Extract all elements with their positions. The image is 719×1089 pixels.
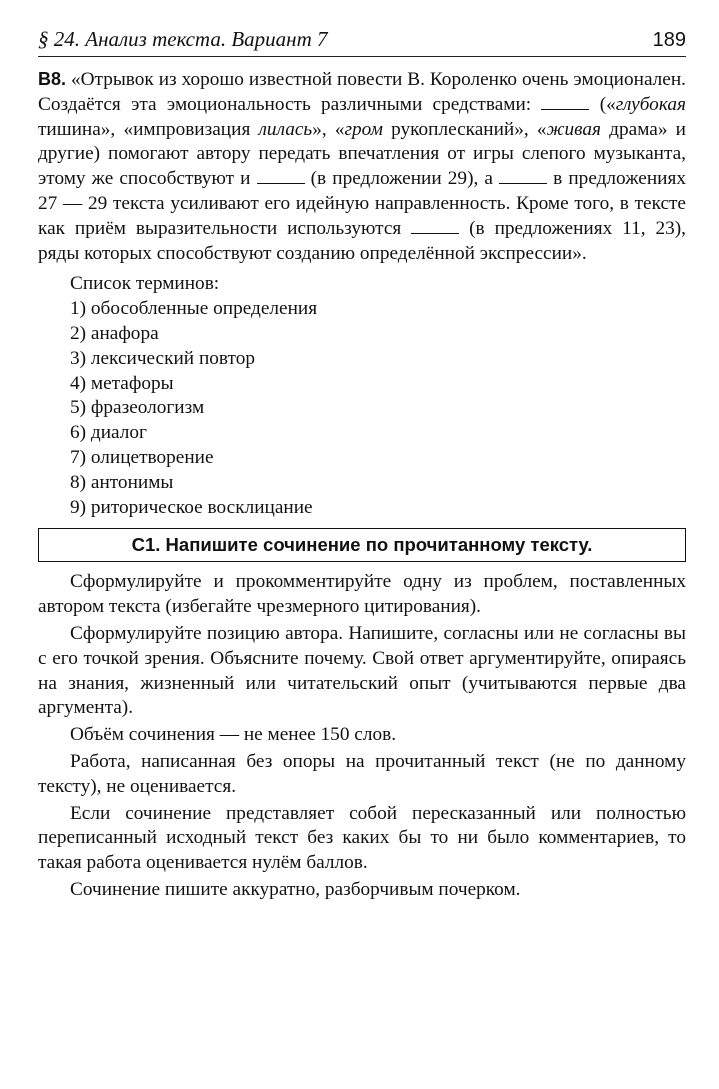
term-item: 6) диалог <box>70 422 147 444</box>
task-b8-emphasis: глубокая <box>615 93 686 115</box>
instruction-paragraph: Объём сочинения — не менее 150 слов. <box>70 724 397 746</box>
task-b8-emphasis: лилась <box>258 118 313 140</box>
answer-blank-3 <box>499 169 547 184</box>
instruction-paragraph: Сочинение пишите аккуратно, разборчивым почерком. <box>70 878 521 900</box>
running-title: § 24. Анализ текста. Вариант 7 <box>38 27 328 51</box>
term-item: 9) риторическое восклицание <box>70 496 313 518</box>
page-header <box>38 26 686 57</box>
instruction-paragraph: Сформулируйте позицию автора. Напишите, согласны или не согласны вы с его точкой зрения. Объясните почему. Свой ответ аргументируйте, опираясь на знания, жизненный или читательский опыт (учитываются первые два аргумента). <box>38 622 686 719</box>
terms-list <box>38 272 686 520</box>
task-b8-emphasis: живая <box>546 118 601 140</box>
task-b8-label: В8. <box>38 69 67 89</box>
term-item: 2) анафора <box>70 322 159 344</box>
term-item: 4) метафоры <box>70 372 174 394</box>
answer-blank-2 <box>257 169 305 184</box>
instruction-paragraph: Если сочинение представляет собой пересказанный или полностью переписанный исходный текст без каких бы то ни было комментариев, то такая работа оценивается нулём баллов. <box>38 802 686 874</box>
task-b8-text: драма» и другие) помогают автору передать впечатления от игры слепого музыканта, этому же способствуют и <box>38 118 686 190</box>
term-item: 5) фразеологизм <box>70 397 205 419</box>
answer-blank-4 <box>411 219 459 234</box>
task-b8-text: тишина», «импровизация <box>38 118 259 140</box>
task-b8-text: (в предложениях 11, 23), ряды которых способствуют созданию определённой экспрессии». <box>38 217 686 264</box>
answer-blank-1 <box>541 95 589 110</box>
page-number: 189 <box>652 29 686 51</box>
task-b8-emphasis: гром <box>344 118 383 140</box>
term-item: 3) лексический повтор <box>70 347 255 369</box>
task-b8-text: », « <box>312 118 345 140</box>
term-item: 8) антонимы <box>70 471 174 493</box>
task-c1-title: С1. Напишите сочинение по прочитанному тексту. <box>131 534 593 556</box>
terms-heading: Список терминов: <box>70 273 220 295</box>
task-b8-text: «Отрывок из хорошо известной повести В. Короленко очень эмоционален. Создаётся эта эмоциональность различными средствами: <box>38 69 686 115</box>
book-page <box>38 26 686 905</box>
task-b8-text: (« <box>589 93 616 115</box>
term-item: 7) олицетворение <box>70 446 214 468</box>
instruction-paragraph: Работа, написанная без опоры на прочитанный текст (не по данному тексту), не оценивается. <box>38 750 686 797</box>
instruction-paragraph: Сформулируйте и прокомментируйте одну из проблем, поставленных автором текста (избегайте чрезмерного цитирования). <box>38 571 686 618</box>
task-b8-text: в предложениях 27 — 29 текста усиливают его идейную направленность. Кроме того, в тексте как приём выразительности используются <box>38 168 686 239</box>
task-b8-text: рукоплесканий», « <box>382 118 547 140</box>
task-c1-instructions <box>38 570 686 902</box>
task-b8-text: (в предложении 29), а <box>304 168 500 190</box>
task-b8 <box>38 67 686 266</box>
task-c1-title-box <box>38 528 686 562</box>
term-item: 1) обособленные определения <box>70 298 318 320</box>
